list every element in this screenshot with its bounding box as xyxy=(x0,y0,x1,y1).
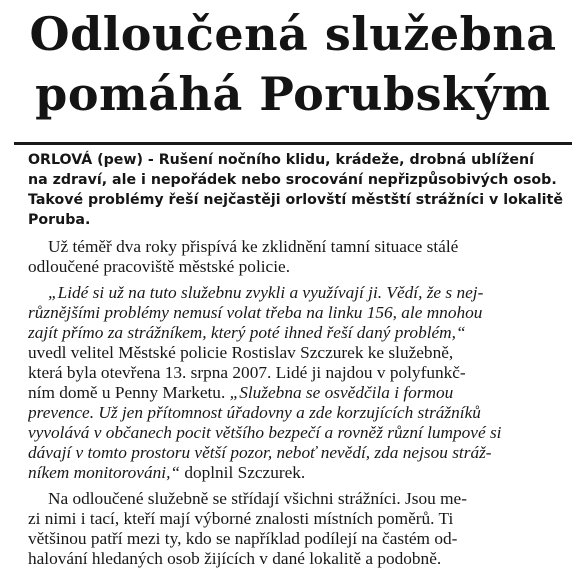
article-lead xyxy=(28,150,574,230)
lead-line: ORLOVÁ (pew) - Rušení nočního klidu, krádeže, drobná ublížení xyxy=(28,152,534,168)
article-headline xyxy=(0,4,586,124)
headline-line: Odloučená služebna xyxy=(29,7,557,61)
body-line: většinou patří mezi ty, kdo se například podílejí na častém od- xyxy=(28,529,458,548)
body-line: halování hledaných osob žijících v dané lokalitě a podobně. xyxy=(28,549,442,568)
body-line: Na odloučené služebně se střídají všichni strážníci. Jsou me- xyxy=(48,489,467,508)
quote-text: níkem monitorováni,“ xyxy=(28,463,180,482)
quote-line: vyvolává v občanech pocit většího bezpečí a rovněž různí lumpové si xyxy=(28,423,502,442)
lead-line: Poruba. xyxy=(28,212,91,228)
body-line: odloučené pracoviště městské policie. xyxy=(28,257,291,276)
quote-line: dávají v tomto prostoru větší pozor, neboť nevědí, zda nejsou stráž- xyxy=(28,443,492,462)
body-line xyxy=(28,463,576,483)
lead-line: Takové problémy řeší nejčastěji orlovští městští strážníci v lokalitě xyxy=(28,192,563,208)
body-line: zi nimi i tací, kteří mají výborné znalosti místních poměrů. Ti xyxy=(28,509,454,528)
body-line xyxy=(28,383,576,403)
body-text: doplnil Szczurek. xyxy=(180,463,306,482)
quote-line: zajít přímo za strážníkem, který poté ihned řeší daný problém,“ xyxy=(28,323,466,342)
headline-line: pomáhá Porubským xyxy=(35,67,551,121)
headline-rule xyxy=(14,142,572,145)
body-line: Už téměř dva roky přispívá ke zklidnění tamní situace stálé xyxy=(48,237,459,256)
quote-line: různějšími problémy nemusí volat třeba na linku 156, ale mnohou xyxy=(28,303,483,322)
quote-line: prevence. Už jen přítomnost úřadovny a zde korzujících strážníků xyxy=(28,403,481,422)
body-text: ním domě u Penny Marketu. xyxy=(28,383,230,402)
quote-line: „Lidé si už na tuto služebnu zvykli a využívají ji. Vědí, že s nej- xyxy=(48,283,484,302)
quote-text: „Služebna se osvědčila i formou xyxy=(229,383,454,402)
body-line: která byla otevřena 13. srpna 2007. Lidé ji najdou v polyfunkč- xyxy=(28,363,466,382)
lead-line: na zdraví, ale i nepořádek nebo srocování nepřizpůsobivých osob. xyxy=(28,172,557,188)
article-body xyxy=(28,237,576,569)
body-line: uvedl velitel Městské policie Rostislav Szczurek ke služebně, xyxy=(28,343,454,362)
